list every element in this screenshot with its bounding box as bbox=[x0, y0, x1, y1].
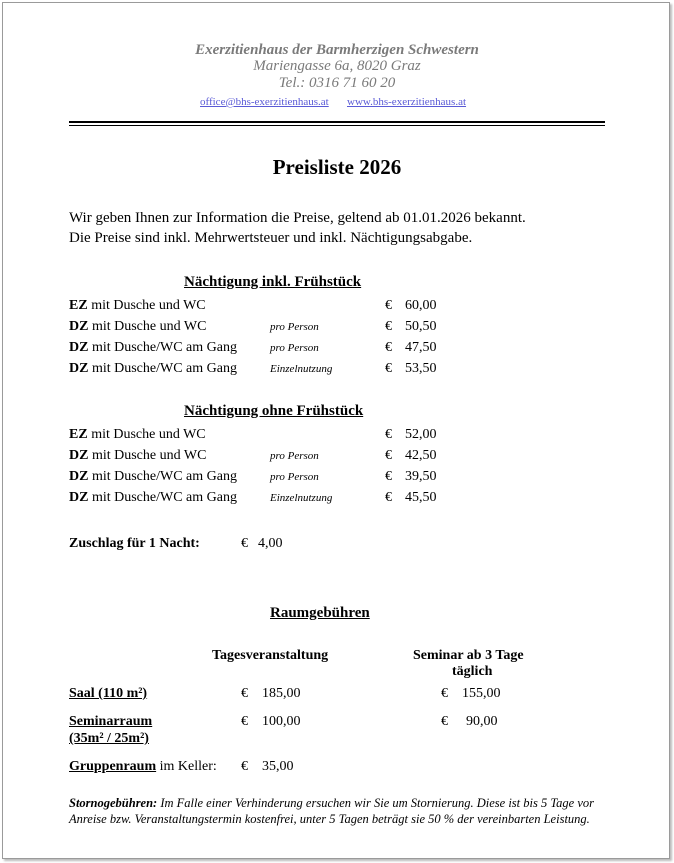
price: 155,00 bbox=[462, 686, 501, 701]
surcharge-label: Zuschlag für 1 Nacht: bbox=[69, 536, 200, 551]
price-row-note: Einzelnutzung bbox=[270, 363, 333, 375]
price: 35,00 bbox=[262, 759, 294, 774]
price-row-label: DZ mit Dusche/WC am Gang bbox=[69, 469, 237, 484]
phone: Tel.: 0316 71 60 20 bbox=[278, 75, 396, 91]
currency: € bbox=[385, 448, 392, 463]
surcharge-price: 4,00 bbox=[258, 536, 283, 551]
currency: € bbox=[241, 686, 248, 701]
price-row-label: EZ mit Dusche und WC bbox=[69, 427, 206, 442]
currency: € bbox=[385, 469, 392, 484]
divider bbox=[69, 121, 605, 123]
currency: € bbox=[385, 340, 392, 355]
website-link[interactable]: www.bhs-exerzitienhaus.at bbox=[347, 96, 467, 108]
price: 47,50 bbox=[405, 340, 437, 355]
price-row-label: DZ mit Dusche/WC am Gang bbox=[69, 340, 237, 355]
address: Mariengasse 6a, 8020 Graz bbox=[253, 58, 421, 74]
currency: € bbox=[441, 686, 448, 701]
price-row-label: EZ mit Dusche und WC bbox=[69, 298, 206, 313]
price-row-label: DZ mit Dusche und WC bbox=[69, 448, 207, 463]
price: 39,50 bbox=[405, 469, 437, 484]
price: 45,50 bbox=[405, 490, 437, 505]
col-header-seminar: Seminar ab 3 Tage bbox=[413, 648, 524, 663]
price-row-label: DZ mit Dusche/WC am Gang bbox=[69, 490, 237, 505]
section-title-rooms: Raumgebühren bbox=[270, 605, 370, 621]
col-header-seminar-daily: täglich bbox=[452, 664, 493, 679]
room-gruppe: Gruppenraum im Keller: bbox=[69, 759, 217, 774]
price: 52,00 bbox=[405, 427, 437, 442]
price: 100,00 bbox=[262, 714, 301, 729]
divider bbox=[69, 125, 605, 126]
currency: € bbox=[385, 298, 392, 313]
col-header-day: Tagesveranstaltung bbox=[212, 648, 329, 663]
cancellation-policy: Stornogebühren: Im Falle einer Verhinderung ersuchen wir Sie um Stornierung. Diese ist bis 5 Tage vor Anreise bzw. Veranstaltungstermin kostenfrei, unter 5 Tagen beträgt sie 50 % der vereinbarten Leistung. bbox=[69, 796, 595, 826]
room-seminar-size: (35m² / 25m²) bbox=[69, 731, 149, 746]
room-seminar: Seminarraum bbox=[69, 714, 153, 729]
currency: € bbox=[385, 490, 392, 505]
price: 50,50 bbox=[405, 319, 437, 334]
price-row-note: pro Person bbox=[270, 471, 319, 483]
org-name: Exerzitienhaus der Barmherzigen Schwestern bbox=[195, 42, 479, 58]
currency: € bbox=[385, 427, 392, 442]
currency: € bbox=[385, 319, 392, 334]
email-link[interactable]: office@bhs-exerzitienhaus.at bbox=[200, 96, 329, 108]
price-row-note: pro Person bbox=[270, 450, 319, 462]
page-title: Preisliste 2026 bbox=[272, 155, 402, 179]
currency: € bbox=[241, 536, 248, 551]
price: 42,50 bbox=[405, 448, 437, 463]
price-row-label: DZ mit Dusche/WC am Gang bbox=[69, 361, 237, 376]
room-saal: Saal (110 m²) bbox=[69, 686, 148, 701]
intro-line: Die Preise sind inkl. Mehrwertsteuer und inkl. Nächtigungsabgabe. bbox=[69, 230, 473, 246]
section-title: Nächtigung ohne Frühstück bbox=[184, 403, 364, 419]
price-row-note: pro Person bbox=[270, 342, 319, 354]
price: 90,00 bbox=[466, 714, 498, 729]
intro-line: Wir geben Ihnen zur Information die Preise, geltend ab 01.01.2026 bekannt. bbox=[69, 210, 526, 226]
price-row-note: Einzelnutzung bbox=[270, 492, 333, 504]
currency: € bbox=[241, 759, 248, 774]
currency: € bbox=[441, 714, 448, 729]
price-row-label: DZ mit Dusche und WC bbox=[69, 319, 207, 334]
price: 60,00 bbox=[405, 298, 437, 313]
section-title: Nächtigung inkl. Frühstück bbox=[184, 274, 362, 290]
price: 53,50 bbox=[405, 361, 437, 376]
currency: € bbox=[385, 361, 392, 376]
price-row-note: pro Person bbox=[270, 321, 319, 333]
price: 185,00 bbox=[262, 686, 301, 701]
currency: € bbox=[241, 714, 248, 729]
